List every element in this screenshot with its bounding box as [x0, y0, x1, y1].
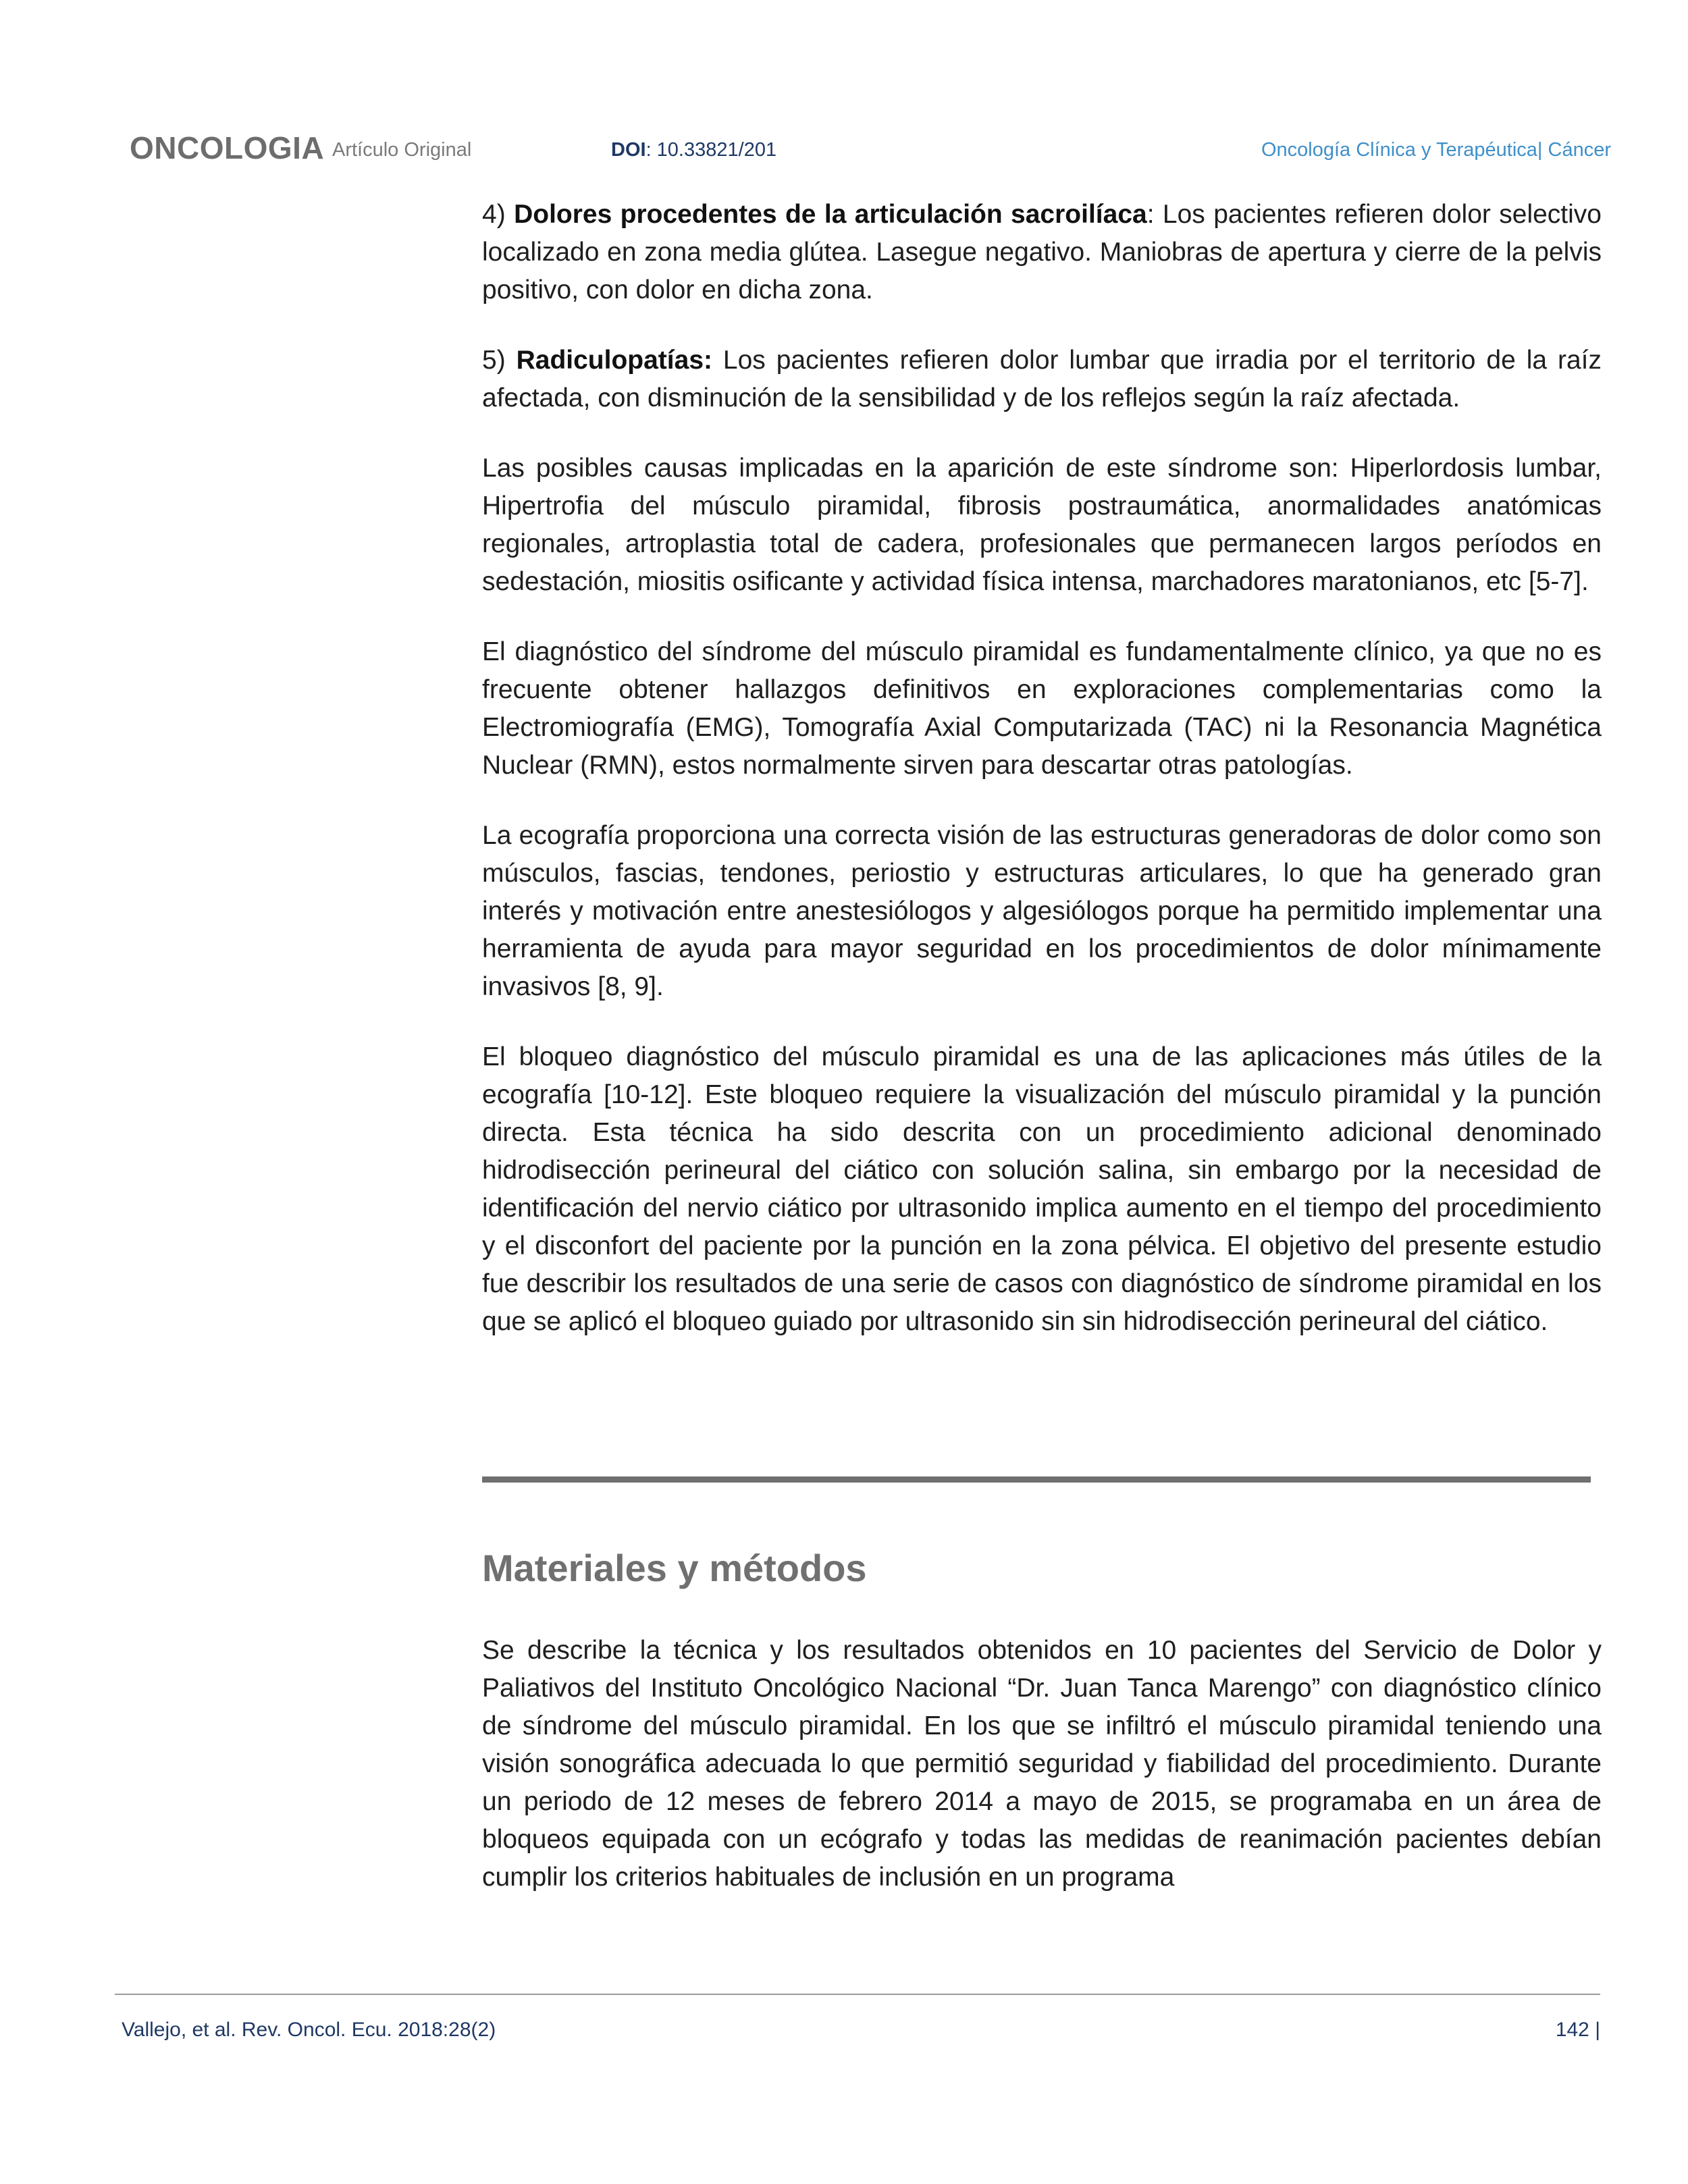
paragraph-ultrasound: La ecografía proporciona una correcta visión de las estructuras generadoras de dolor como son músculos, fascias, tendones, periostio y estructuras articulares, lo que ha generado gran interés y motivación entre anestesiólogos y algesiólogos porque ha permitido implementar una herramienta de ayuda para mayor seguridad en los procedimientos de dolor mínimamente invasivos [8, 9]. — [482, 821, 1602, 1001]
methods-body — [482, 1632, 1602, 1929]
section-tag — [1261, 139, 1611, 161]
item-text: Los pacientes refieren dolor lumbar que irradia por el territorio de la raíz afectada, con disminución de la sensibilidad y de los reflejos según la raíz afectada. — [482, 346, 1602, 412]
section-separator: | — [1537, 139, 1543, 161]
section-title-methods: Materiales y métodos — [482, 1547, 867, 1589]
item-heading: Radiculopatías: — [516, 346, 712, 375]
section-topic: Cáncer — [1542, 139, 1611, 161]
page-number: 142 | — [1555, 2019, 1600, 2041]
paragraph-methods: Se describe la técnica y los resultados obtenidos en 10 pacientes del Servicio de Dolor y Paliativos del Instituto Oncológico Nacional “Dr. Juan Tanca Marengo” con diagnóstico clínico de síndrome del músculo piramidal. En los que se infiltró el músculo piramidal teniendo una visión sonográfica adecuada lo que permitió seguridad y fiabilidad del procedimiento. Durante un periodo de 12 meses de febrero 2014 a mayo de 2015, se programaba en un área de bloqueos equipada con un ecógrafo y todas las medidas de reanimación pacientes debían cumplir los criterios habituales de inclusión en un programa — [482, 1636, 1602, 1892]
item-heading: Dolores procedentes de la articulación sacroilíaca — [514, 200, 1147, 229]
article-type: Artículo Original — [332, 139, 472, 161]
doi — [611, 139, 776, 161]
footer-divider — [115, 1994, 1600, 1995]
paragraph-causes: Las posibles causas implicadas en la aparición de este síndrome son: Hiperlordosis lumbar, Hipertrofia del músculo piramidal, fibrosis postraumática, anormalidades anatómicas regionales, artroplastia total de cadera, profesionales que permanecen largos períodos en sedestación, miositis osificante y actividad física intensa, marchadores maratonianos, etc [5-7]. — [482, 454, 1602, 596]
section-divider — [482, 1476, 1591, 1483]
paragraph-item-5 — [482, 342, 1602, 417]
item-number: 4) — [482, 200, 515, 229]
item-text: : Los pacientes refieren dolor selectivo localizado en zona media glútea. Lasegue negativo. Maniobras de apertura y cierre de la pelvis positivo, con dolor en dicha zona. — [482, 200, 1602, 304]
paragraph-diagnosis: El diagnóstico del síndrome del músculo piramidal es fundamentalmente clínico, ya que no es frecuente obtener hallazgos definitivos en exploraciones complementarias como la Electromiografía (EMG), Tomografía Axial Computarizada (TAC) ni la Resonancia Magnética Nuclear (RMN), estos normalmente sirven para descartar otras patologías. — [482, 637, 1602, 780]
journal-name: ONCOLOGIA — [130, 130, 325, 165]
section-name: Oncología Clínica y Terapéutica — [1261, 139, 1537, 161]
paragraph-item-4 — [482, 196, 1602, 309]
footer-citation: Vallejo, et al. Rev. Oncol. Ecu. 2018:28(2) — [122, 2019, 496, 2041]
doi-value: : 10.33821/201 — [645, 139, 777, 161]
paragraph-block: El bloqueo diagnóstico del músculo piramidal es una de las aplicaciones más útiles de la ecografía [10-12]. Este bloqueo requiere la visualización del músculo piramidal y la punción directa. Esta técnica ha sido descrita con un procedimiento adicional denominado hidrodisección perineural del ciático con solución salina, sin embargo por la necesidad de identificación del nervio ciático por ultrasonido implica aumento en el tiempo del procedimiento y el disconfort del paciente por la punción en la zona pélvica. El objetivo del presente estudio fue describir los resultados de una serie de casos con diagnóstico de síndrome piramidal en los que se aplicó el bloqueo guiado por ultrasonido sin sin hidrodisección perineural del ciático. — [482, 1042, 1602, 1336]
doi-label: DOI — [611, 139, 646, 161]
page-header — [130, 130, 1611, 177]
article-body — [482, 196, 1602, 1373]
item-number: 5) — [482, 346, 517, 375]
